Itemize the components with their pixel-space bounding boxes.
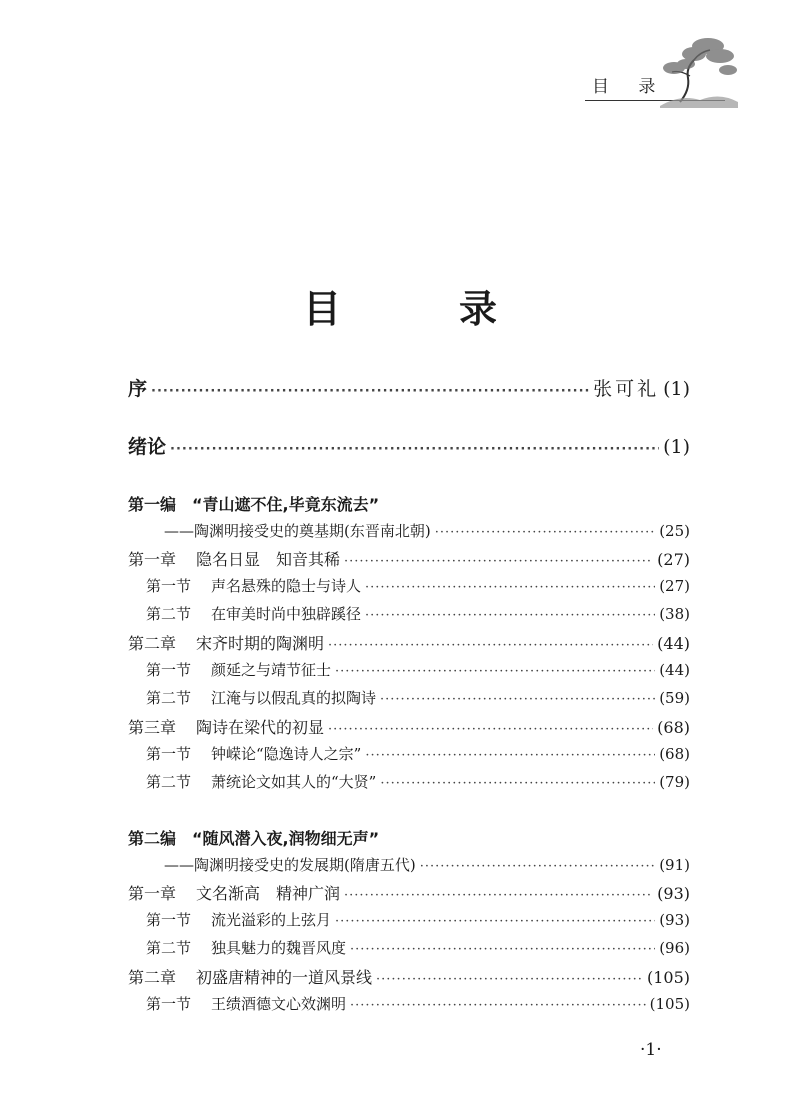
toc-author: 张可礼 bbox=[593, 378, 660, 400]
dot-leader bbox=[335, 664, 655, 679]
toc-label: 钟嵘论“隐逸诗人之宗” bbox=[211, 745, 362, 763]
toc-page: (91) bbox=[659, 856, 690, 874]
toc-row-preface[interactable] bbox=[128, 374, 690, 400]
dot-leader bbox=[344, 554, 653, 569]
dot-leader bbox=[365, 748, 655, 763]
toc-page: (1) bbox=[663, 436, 690, 458]
running-header: 目 录 bbox=[592, 77, 668, 97]
dot-leader bbox=[420, 859, 655, 874]
toc-label: ——陶渊明接受史的发展期(隋唐五代) bbox=[164, 856, 416, 874]
toc-label: 文名渐高 精神广润 bbox=[196, 884, 341, 903]
toc-label: 序 bbox=[128, 378, 148, 400]
toc-chapter[interactable] bbox=[128, 715, 690, 741]
toc-label: ——陶渊明接受史的奠基期(东晋南北朝) bbox=[164, 522, 431, 540]
toc-chapter[interactable] bbox=[128, 547, 690, 573]
toc-part-subtitle[interactable] bbox=[128, 854, 690, 880]
dot-leader bbox=[376, 972, 643, 987]
dot-leader bbox=[344, 888, 653, 903]
toc-chapter[interactable] bbox=[128, 881, 690, 907]
toc-page: (79) bbox=[659, 773, 690, 791]
toc-page: (27) bbox=[657, 550, 690, 569]
dot-leader bbox=[335, 914, 655, 929]
page-title: 目 录 bbox=[302, 287, 537, 331]
toc-label: 初盛唐精神的一道风景线 bbox=[196, 968, 373, 987]
dot-leader bbox=[365, 608, 655, 623]
toc-section[interactable] bbox=[128, 937, 690, 963]
toc-number: 第一节 bbox=[146, 745, 192, 763]
toc-section[interactable] bbox=[128, 771, 690, 797]
toc-section[interactable] bbox=[128, 603, 690, 629]
toc-row-intro[interactable] bbox=[128, 432, 690, 458]
toc-label: 宋齐时期的陶渊明 bbox=[196, 634, 325, 653]
toc-page: (25) bbox=[659, 522, 690, 540]
toc-section[interactable] bbox=[128, 687, 690, 713]
toc-label: 独具魅力的魏晋风度 bbox=[211, 939, 347, 957]
dot-leader bbox=[435, 525, 655, 540]
toc-part-subtitle[interactable] bbox=[128, 520, 690, 546]
toc-section[interactable] bbox=[128, 575, 690, 601]
toc-number: 第二节 bbox=[146, 773, 192, 791]
dot-leader bbox=[170, 442, 659, 457]
toc-page: (59) bbox=[659, 689, 690, 707]
toc-number: 第二节 bbox=[146, 939, 192, 957]
toc-label: 隐名日显 知音其稀 bbox=[196, 550, 341, 569]
toc-label: 声名悬殊的隐士与诗人 bbox=[211, 577, 362, 595]
toc-number: 第一节 bbox=[146, 577, 192, 595]
toc-number: 第一节 bbox=[146, 995, 192, 1013]
toc-part-title[interactable] bbox=[128, 826, 690, 852]
toc-part-title[interactable] bbox=[128, 492, 690, 518]
toc-label: 在审美时尚中独辟蹊径 bbox=[211, 605, 362, 623]
toc-section[interactable] bbox=[128, 743, 690, 769]
toc-page: (1) bbox=[663, 378, 690, 400]
toc-label: 王绩酒德文心效渊明 bbox=[211, 995, 347, 1013]
toc-number: 第二章 bbox=[128, 634, 177, 653]
toc-number: 第一节 bbox=[146, 911, 192, 929]
dot-leader bbox=[328, 722, 653, 737]
dot-leader bbox=[350, 942, 655, 957]
toc-label: 萧统论文如其人的“大贤” bbox=[211, 773, 377, 791]
toc-number: 第二章 bbox=[128, 968, 177, 987]
toc-page: (44) bbox=[659, 661, 690, 679]
toc-page: (27) bbox=[659, 577, 690, 595]
dot-leader bbox=[365, 580, 655, 595]
toc-page: (68) bbox=[657, 718, 690, 737]
toc-label: 绪论 bbox=[128, 436, 167, 458]
toc-page: (105) bbox=[646, 968, 690, 987]
toc-section[interactable] bbox=[128, 659, 690, 685]
toc-label: 第一编 “青山遮不住,毕竟东流去” bbox=[128, 495, 380, 514]
toc-number: 第一节 bbox=[146, 661, 192, 679]
toc-number: 第三章 bbox=[128, 718, 177, 737]
toc-label: 流光溢彩的上弦月 bbox=[211, 911, 332, 929]
toc-label: 颜延之与靖节征士 bbox=[211, 661, 332, 679]
dot-leader bbox=[328, 638, 653, 653]
dot-leader bbox=[380, 692, 655, 707]
toc-label: 陶诗在梁代的初显 bbox=[196, 718, 325, 737]
toc-chapter[interactable] bbox=[128, 965, 690, 991]
toc-page: (44) bbox=[657, 634, 690, 653]
toc-section[interactable] bbox=[128, 993, 690, 1019]
toc-label: 第二编 “随风潜入夜,润物细无声” bbox=[128, 829, 380, 848]
dot-leader bbox=[350, 998, 646, 1013]
toc-page: (93) bbox=[657, 884, 690, 903]
page-number: ·1· bbox=[640, 1040, 662, 1060]
toc-number: 第一章 bbox=[128, 884, 177, 903]
toc-page: (68) bbox=[659, 745, 690, 763]
dot-leader bbox=[151, 384, 589, 399]
landscape-tree-icon bbox=[650, 30, 740, 110]
toc-chapter[interactable] bbox=[128, 631, 690, 657]
toc-number: 第二节 bbox=[146, 605, 192, 623]
toc-section[interactable] bbox=[128, 909, 690, 935]
toc-page: (96) bbox=[659, 939, 690, 957]
toc-page: (93) bbox=[659, 911, 690, 929]
toc-number: 第二节 bbox=[146, 689, 192, 707]
toc-number: 第一章 bbox=[128, 550, 177, 569]
toc-page: (105) bbox=[649, 995, 690, 1013]
toc-label: 江淹与以假乱真的拟陶诗 bbox=[211, 689, 377, 707]
dot-leader bbox=[380, 776, 655, 791]
toc-page: (38) bbox=[659, 605, 690, 623]
